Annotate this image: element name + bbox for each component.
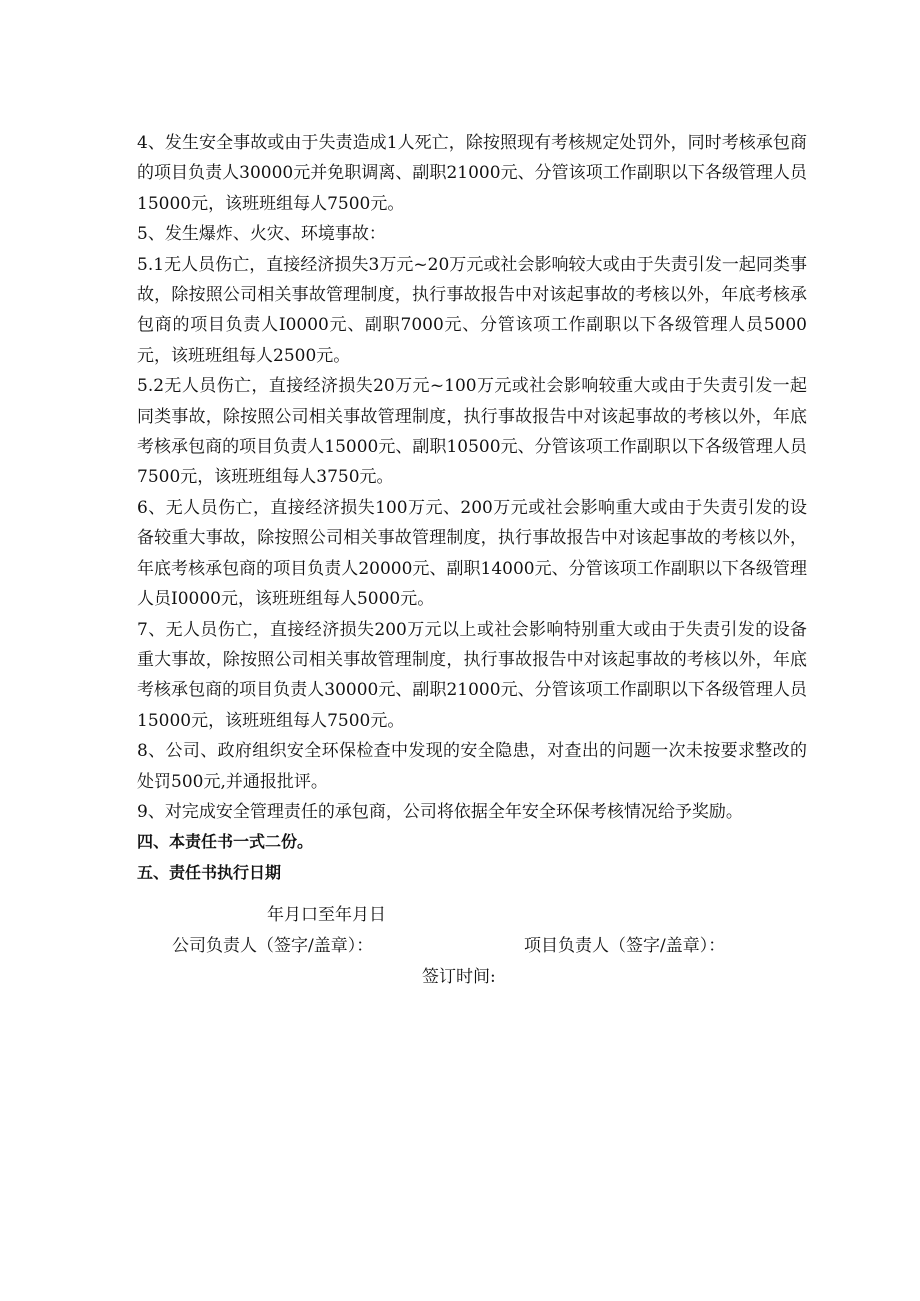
execution-date-range: 年月口至年月日 xyxy=(267,905,386,925)
clause-5: 5、发生爆炸、火灾、环境事故： xyxy=(137,224,386,245)
clause-7: 7、无人员伤亡，直接经济损失200万元以上或社会影响特别重大或由于失责引发的设备重大事故，除按照公司相关事故管理制度，执行事故报告中对该起事故的考核以外，年底考核承包商的项目负责人30000元、副职21000元、分管该项工作副职以下各级管理人员15000元，该班班组每人7500元。 xyxy=(137,619,807,731)
clause-6: 6、无人员伤亡，直接经济损失100万元、200万元或社会影响重大或由于失责引发的设备较重大事故，除按照公司相关事故管理制度，执行事故报告中对该起事故的考核以外，年底考核承包商的项目负责人20000元、副职14000元、分管该项工作副职以下各级管理人员I0000元，该班班组每人5000元。 xyxy=(137,497,807,610)
clause-4: 4、发生安全事故或由于失责造成1人死亡，除按照现有考核规定处罚外，同时考核承包商的项目负责人30000元并免职调离、副职21000元、分管该项工作副职以下各级管理人员15000元，该班班组每人7500元。 xyxy=(137,133,807,214)
document-body xyxy=(137,128,807,888)
project-signer-label: 项目负责人（签字/盖章）： xyxy=(524,936,726,956)
section-heading-4: 四、本责任书一式二份。 xyxy=(137,832,314,852)
clause-5-2: 5.2无人员伤亡，直接经济损失20万元~100万元或社会影响较重大或由于失责引发一起同类事故，除按照公司相关事故管理制度，执行事故报告中对该起事故的考核以外，年底考核承包商的项目负责人15000元、副职10500元、分管该项工作副职以下各级管理人员7500元，该班班组每人3750元。 xyxy=(137,376,807,488)
section-heading-5: 五、责任书执行日期 xyxy=(137,862,282,882)
clause-5-1: 5.1无人员伤亡，直接经济损失3万元~20万元或社会影响较大或由于失责引发一起同类事故，除按照公司相关事故管理制度，执行事故报告中对该起事故的考核以外，年底考核承包商的项目负责人I0000元、副职7000元、分管该项工作副职以下各级管理人员5000元，该班班组每人2500元。 xyxy=(137,254,807,366)
clause-8: 8、公司、政府组织安全环保检查中发现的安全隐患，对查出的问题一次未按要求整改的处罚500元,并通报批评。 xyxy=(137,741,807,792)
sign-date-label: 签订时间: xyxy=(422,967,496,987)
clause-9: 9、对完成安全管理责任的承包商，公司将依据全年安全环保考核情况给予奖励。 xyxy=(137,801,743,822)
company-signer-label: 公司负责人（签字/盖章）： xyxy=(172,936,374,956)
